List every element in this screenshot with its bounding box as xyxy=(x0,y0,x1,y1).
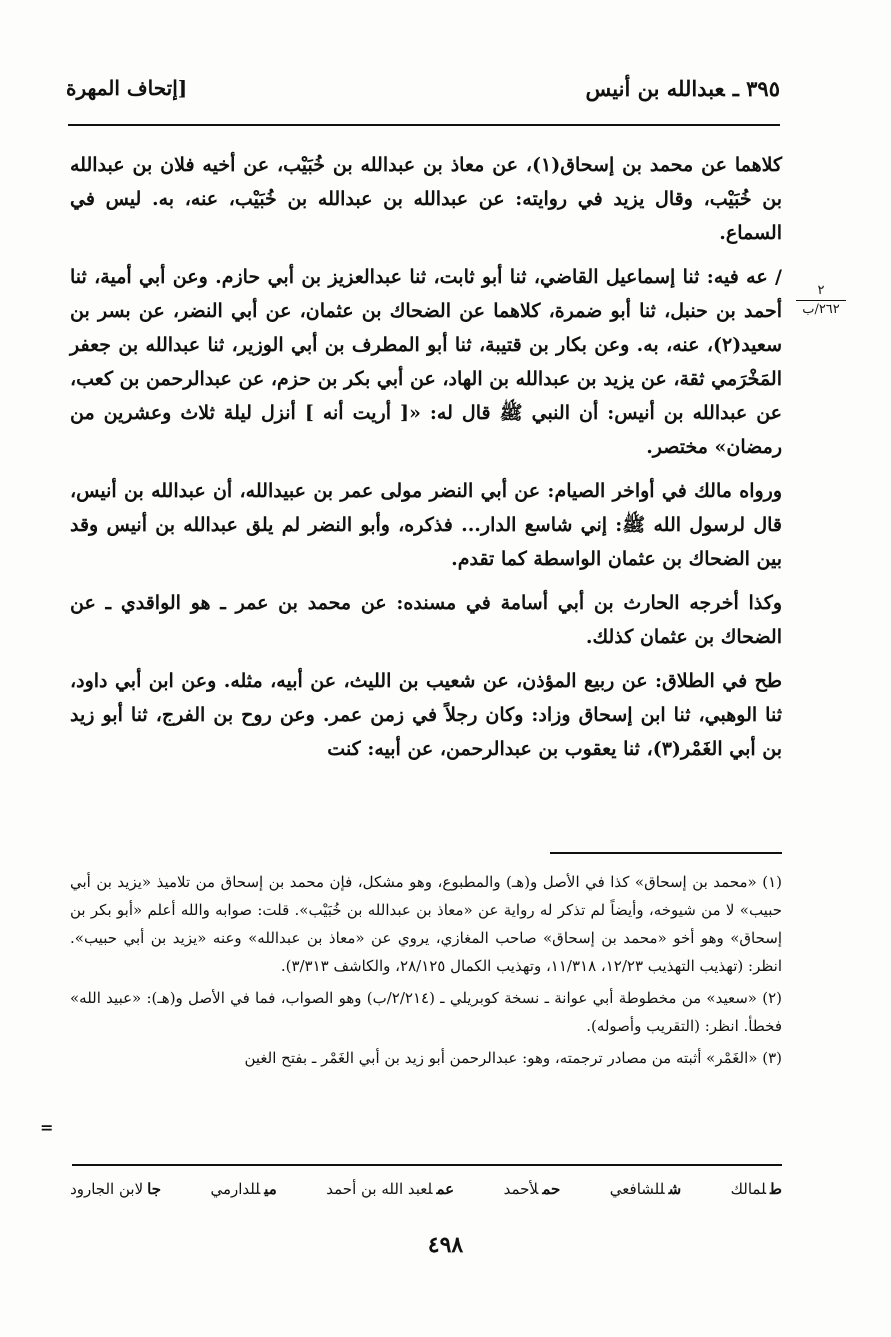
continuation-mark: = xyxy=(40,1118,54,1137)
footnote: (٣) «الغَمْر» أثبته من مصادر ترجمته، وهو: عبدالرحمن أبو زيد بن أبي الغَمْر ـ بفتح الغين xyxy=(244,1049,782,1067)
abbreviations-key xyxy=(70,1180,782,1198)
entry-number: ٣٩٥ ـ xyxy=(732,76,780,101)
main-text xyxy=(70,148,782,776)
abbreviation-item: جالابن الجارود xyxy=(70,1180,161,1198)
abbreviation-item: شللشافعي xyxy=(609,1180,682,1198)
abbreviation-item: ميللدارمي xyxy=(210,1180,277,1198)
footnotes xyxy=(70,868,782,1076)
entry-title: عبدالله بن أنيس xyxy=(585,76,725,101)
paragraph: وكذا أخرجه الحارث بن أبي أسامة في مسنده: عن محمد بن عمر ـ هو الواقدي ـ عن الضحاك بن عثمان كذلك. xyxy=(70,592,782,648)
margin-note-bottom: ٢٦٢/ب xyxy=(802,302,840,317)
abbreviation-item: طلمالك xyxy=(730,1180,782,1198)
abbreviations-rule xyxy=(72,1164,782,1166)
page-header xyxy=(66,76,780,116)
abbreviation-item: حملأحمد xyxy=(503,1180,561,1198)
footnote: (١) «محمد بن إسحاق» كذا في الأصل و(هـ) والمطبوع، وهو مشكل، فإن محمد بن إسحاق من تلاميذ «يزيد بن أبي حبيب» لا من شيوخه، وأيضاً لم تذكر له رواية عن «معاذ بن عبدالله بن خُبَيْب». قلت: صوابه والله أعلم «أبو بكر بن إسحاق» وهو أخو «محمد بن إسحاق» صاحب المغازي، يروي عن «معاذ بن عبدالله» وعنه «يزيد بن أبي حبيب». انظر: (تهذيب التهذيب ١٢/٢٣، ١١/٣١٨، وتهذيب الكمال ٢٨/١٢٥، والكاشف ٣/٣١٣). xyxy=(70,873,782,975)
entry-heading xyxy=(578,76,781,101)
paragraph: / عه فيه: ثنا إسماعيل القاضي، ثنا أبو ثابت، ثنا عبدالعزيز بن أبي حازم. وعن أبي أمية، ثنا أحمد بن حنبل، ثنا أبو ضمرة، كلاهما عن الضحاك بن عثمان، عن أبي النضر، عن بسر بن سعيد(٢)، عنه، به. وعن بكار بن قتيبة، ثنا أبو المطرف بن أبي الوزير، ثنا عبدالله بن جعفر المَخْرَمي ثقة، عن يزيد بن عبدالله بن الهاد، عن أبي بكر بن حزم، عن عبدالرحمن بن كعب، عن عبدالله بن أنيس: أن النبي ﷺ قال له: «[ أريت أنه ] أنزل ليلة ثلاث وعشرين من رمضان» مختصر. xyxy=(70,266,782,458)
margin-note-top: ٢ xyxy=(796,282,846,301)
book-title: [إتحاف المهرة xyxy=(66,76,188,100)
paragraph: طح في الطلاق: عن ربيع المؤذن، عن شعيب بن الليث، عن أبيه، مثله. وعن ابن أبي داود، ثنا الوهبي، ثنا ابن إسحاق وزاد: وكان رجلاً في زمن عمر. وعن روح بن الفرج، ثنا أبو زيد بن أبي الغَمْر(٣)، ثنا يعقوب بن عبدالرحمن، عن أبيه: كنت xyxy=(70,670,782,760)
margin-note xyxy=(796,282,846,319)
footnote: (٢) «سعيد» من مخطوطة أبي عوانة ـ نسخة كوبريلي ـ (٢/٢١٤/ب) وهو الصواب، فما في الأصل و(هـ): «عبيد الله» فخطأ. انظر: (التقريب وأصوله). xyxy=(70,989,783,1035)
page-number: ٤٩٨ xyxy=(427,1232,464,1258)
header-rule xyxy=(68,124,780,126)
paragraph: ورواه مالك في أواخر الصيام: عن أبي النضر مولى عمر بن عبيدالله، أن عبدالله بن أنيس، قال لرسول الله ﷺ: إني شاسع الدار... فذكره، وأبو النضر لم يلق عبدالله بن أنيس وقد بين الضحاك بن عثمان الواسطة كما تقدم. xyxy=(70,480,782,570)
paragraph: كلاهما عن محمد بن إسحاق(١)، عن معاذ بن عبدالله بن خُبَيْب، عن أخيه فلان بن عبدالله بن خُبَيْب، وقال يزيد في روايته: عن عبدالله بن عبدالله بن خُبَيْب، عنه، به. ليس في السماع. xyxy=(70,154,783,244)
abbreviation-item: عملعبد الله بن أحمد xyxy=(326,1180,455,1198)
footnote-rule xyxy=(550,852,782,854)
